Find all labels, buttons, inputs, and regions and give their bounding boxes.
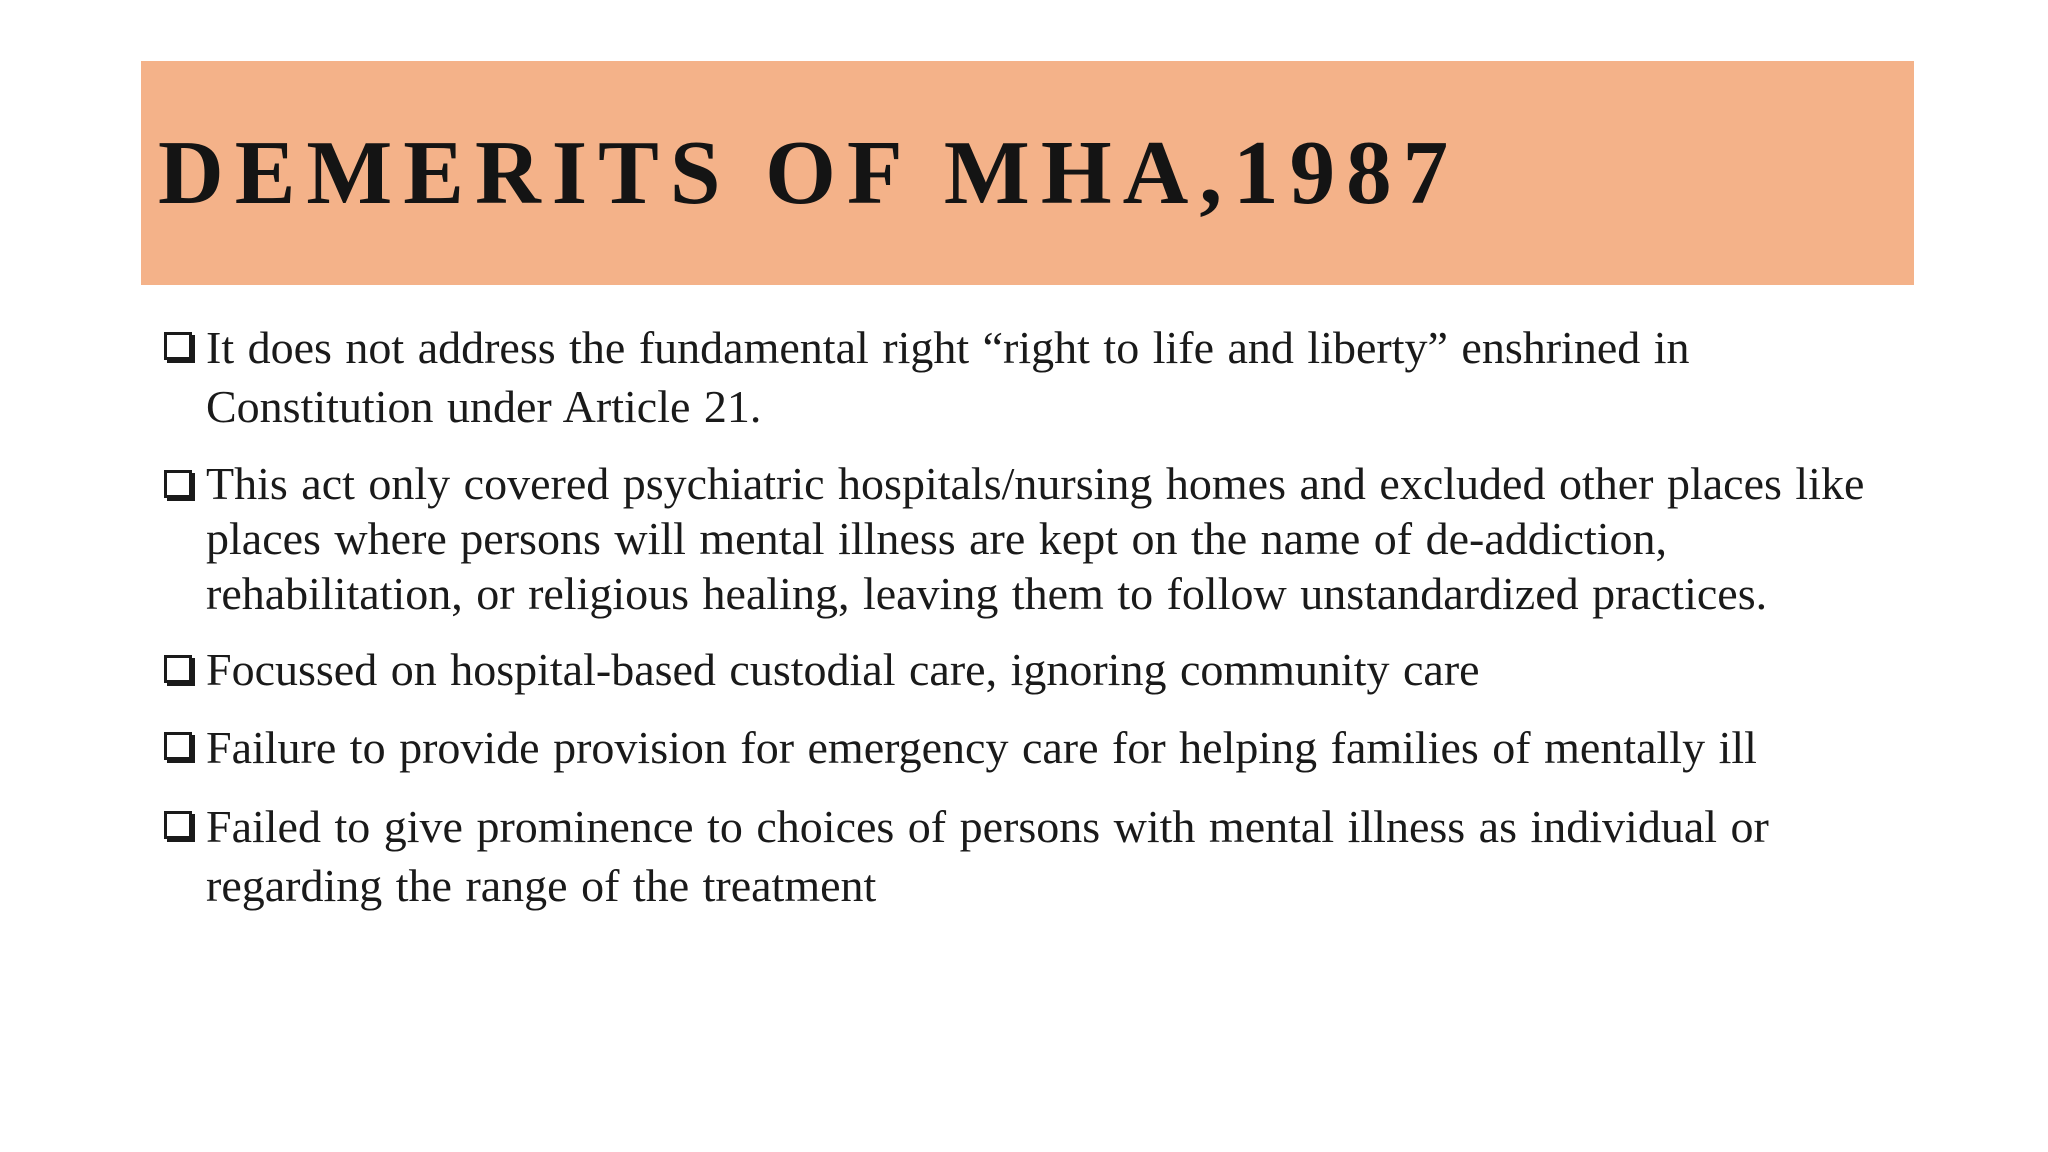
bullet-item — [160, 797, 1880, 915]
bullet-list — [160, 318, 1880, 935]
checkbox-icon — [164, 811, 192, 839]
bullet-text: Failure to provide provision for emergency care for helping families of mentally ill — [206, 722, 1757, 773]
bullet-text: Focussed on hospital-based custodial care, ignoring community care — [206, 644, 1480, 695]
checkbox-icon — [164, 732, 192, 760]
checkbox-icon — [164, 332, 192, 360]
bullet-text: It does not address the fundamental right “right to life and liberty” enshrined in Constitution under Article 21. — [206, 322, 1690, 432]
bullet-item — [160, 318, 1880, 436]
bullet-item — [160, 456, 1880, 621]
bullet-text: Failed to give prominence to choices of persons with mental illness as individual or regarding the range of the treatment — [206, 801, 1769, 911]
bullet-item — [160, 641, 1880, 698]
checkbox-icon — [164, 470, 192, 498]
bullet-text: This act only covered psychiatric hospitals/nursing homes and excluded other places like places where persons will mental illness are kept on the name of de-addiction, rehabilitation, or religious healing, leaving them to follow unstandardized practices. — [206, 458, 1865, 619]
checkbox-icon — [164, 655, 192, 683]
slide-title: DEMERITS OF MHA,1987 — [158, 122, 1460, 223]
bullet-item — [160, 718, 1880, 777]
